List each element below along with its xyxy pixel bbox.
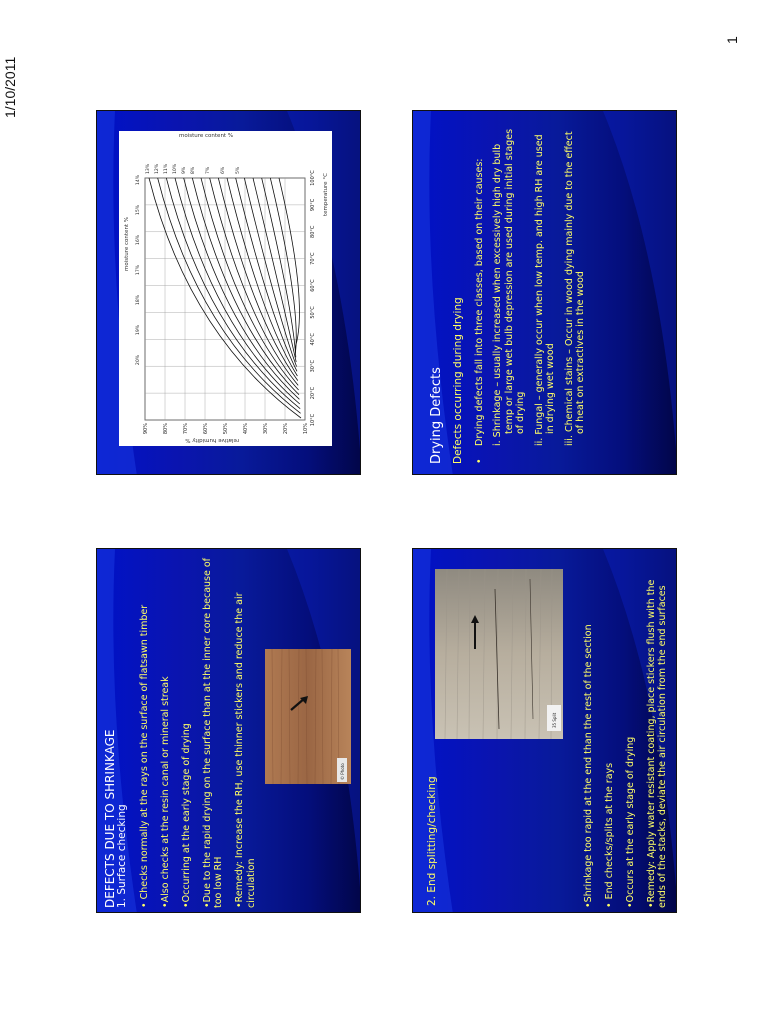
slide-2-content <box>413 111 677 475</box>
emc-curve <box>244 178 296 367</box>
slide-4-line-1: •Shrinkage too rapid at the end than the rest of the section <box>582 624 594 908</box>
chart-right-label: moisture content % <box>179 133 234 139</box>
x-tick-label: 10°C <box>310 413 316 427</box>
top-mc-label: 20% <box>136 354 141 366</box>
slide-2 <box>412 110 677 475</box>
right-mc-label: 12% <box>155 163 160 174</box>
y-tick-label: 20% <box>283 423 289 435</box>
x-tick-label: 60°C <box>310 279 316 292</box>
right-mc-label: 10% <box>173 163 178 174</box>
slide-4-content <box>413 549 677 913</box>
end-splitting-photo <box>435 569 563 739</box>
slide-2-item-1: i. Shrinkage – usually increased when excessively high dry bulb temp or large wet bulb depression are used during initial stages of drying <box>492 128 526 446</box>
emc-curve <box>192 178 299 395</box>
top-mc-label: 14% <box>136 174 141 186</box>
top-mc-label: 17% <box>136 264 141 276</box>
right-mc-label: 13% <box>146 163 151 174</box>
emc-chart-svg <box>119 131 332 446</box>
slide-4-line-3: •Occurs at the early stage of drying <box>624 736 636 908</box>
bullet-dot-icon: • <box>473 458 485 464</box>
emc-curve <box>158 178 301 413</box>
right-mc-label: 6% <box>221 166 226 174</box>
slide-4-photo <box>435 569 563 739</box>
slide-2-subtitle: Defects occurring during drying <box>452 297 464 464</box>
slide-1-content <box>97 111 361 475</box>
y-tick-label: 40% <box>243 423 249 435</box>
x-tick-label: 80°C <box>310 225 316 238</box>
slide-2-bullet-text: Drying defects fall into three classes, based on their causes: <box>473 158 485 446</box>
y-tick-label: 10% <box>303 423 309 435</box>
y-tick-label: 80% <box>163 423 169 435</box>
top-mc-label: 18% <box>136 294 141 306</box>
right-mc-label: 11% <box>164 163 169 174</box>
top-mc-label: 16% <box>136 234 141 246</box>
slide-2-bullet <box>474 124 486 464</box>
slide-3-line-2: •Also checks at the resin canal or mineral streak <box>159 676 171 908</box>
slide-4 <box>412 548 677 913</box>
page-number: 1 <box>724 36 740 44</box>
slide-3-photo-label: © Photo <box>340 763 345 780</box>
top-mc-label: 15% <box>136 204 141 216</box>
slide-3-line-3: •Occurring at the early stage of drying <box>180 723 192 908</box>
y-tick-label: 50% <box>223 423 229 435</box>
slide-2-title: Drying Defects <box>429 367 444 464</box>
y-tick-label: 30% <box>263 423 269 435</box>
x-tick-label: 40°C <box>310 333 316 346</box>
right-mc-label: 7% <box>206 166 211 174</box>
chart-x-label: temperature °C <box>323 173 329 216</box>
slide-4-photo-label: 35 Split <box>552 712 557 728</box>
y-tick-label: 90% <box>143 423 149 435</box>
x-tick-label: 90°C <box>310 198 316 212</box>
x-tick-label: 20°C <box>310 386 316 400</box>
x-tick-label: 30°C <box>310 360 316 373</box>
slide-3-photo <box>265 649 351 784</box>
slide-3-title: DEFECTS DUE TO SHRINKAGE <box>103 729 117 908</box>
y-tick-label: 70% <box>183 423 189 435</box>
slide-3-line-1: • Checks normally at the rays on the surface of flatsawn timber <box>138 604 150 908</box>
right-mc-label: 9% <box>182 166 187 174</box>
surface-checking-photo <box>265 649 351 784</box>
slide-3-content <box>97 549 361 913</box>
slide-4-subtitle: 2. End splitting/checking <box>426 776 438 906</box>
top-mc-label: 19% <box>136 324 141 336</box>
slide-3-line-5: •Remedy: Increase the RH, use thinner stickers and reduce the air circulation <box>234 592 257 908</box>
y-tick-label: 60% <box>203 423 209 435</box>
slide-4-line-2: • End checks/splits at the rays <box>603 762 615 908</box>
slide-3-subtitle: 1. Surface checking <box>116 804 128 908</box>
slide-4-line-4: •Remedy: Apply water resistant coating, place stickers flush with the ends of the stacks, deviate the air circulation from the end surfaces <box>645 579 668 908</box>
x-tick-label: 70°C <box>310 252 316 265</box>
header-date: 1/10/2011 <box>2 56 18 118</box>
right-mc-label: 8% <box>191 166 196 174</box>
slide-1 <box>96 110 361 475</box>
chart-y-label: relative humidity % <box>185 437 239 443</box>
slide-2-item-2: ii. Fungal – generally occur when low temp. and high RH are used in drying wet wood <box>533 134 556 446</box>
x-tick-label: 100°C <box>310 170 316 186</box>
slide-2-item-3: iii. Chemical stains – Occur in wood dying mainly due to the effect of heat on extractives in the wood <box>563 131 586 446</box>
x-tick-label: 50°C <box>310 306 316 319</box>
chart-top-label: moisture content % <box>124 216 130 271</box>
slide-3 <box>96 548 361 913</box>
right-mc-label: 5% <box>236 166 241 174</box>
slide-3-line-4: •Due to the rapid drying on the surface than at the inner core because of too low RH <box>201 557 224 908</box>
emc-chart <box>119 131 332 446</box>
